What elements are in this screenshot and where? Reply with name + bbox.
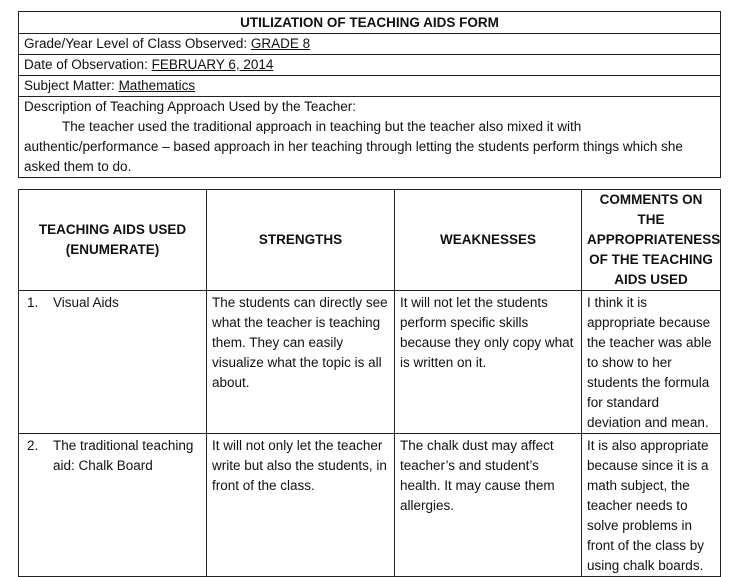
table-header-row: [19, 190, 721, 291]
aid-name: The traditional teaching aid: Chalk Board: [53, 438, 194, 473]
subject-row: [19, 76, 721, 97]
header-teaching-aids: TEACHING AIDS USED (ENUMERATE): [19, 190, 207, 291]
aid-name: Visual Aids: [53, 295, 119, 310]
header-comments: COMMENTS ON THE APPROPRIATENESS OF THE TEACHING AIDS USED: [582, 190, 721, 291]
date-value: FEBRUARY 6, 2014: [151, 57, 274, 72]
description-row: [19, 97, 721, 178]
date-label: Date of Observation:: [24, 57, 148, 72]
weakness-cell: The chalk dust may affect teacher’s and student’s health. It may cause them allergies.: [395, 434, 582, 577]
teaching-aids-table: [18, 189, 721, 577]
description-label: Description of Teaching Approach Used by the Teacher:: [24, 99, 356, 114]
grade-row: [19, 34, 721, 55]
weakness-cell: It will not let the students perform specific skills because they only copy what is written on it.: [395, 291, 582, 434]
description-text: The teacher used the traditional approach in teaching but the teacher also mixed it with authentic/performance – based approach in her teaching through letting the students perform things which she asked them to do.: [24, 119, 683, 174]
header-strengths: STRENGTHS: [207, 190, 395, 291]
grade-value: GRADE 8: [250, 36, 311, 51]
subject-value: Mathematics: [118, 78, 196, 93]
strength-cell: It will not only let the teacher write but also the students, in front of the class.: [207, 434, 395, 577]
comment-cell: It is also appropriate because since it is a math subject, the teacher needs to solve problems in front of the class by using chalk boards.: [582, 434, 721, 577]
form-info-table: [18, 11, 721, 178]
header-weaknesses: WEAKNESSES: [395, 190, 582, 291]
table-row: [19, 434, 721, 577]
table-row: [19, 291, 721, 434]
comment-cell: I think it is appropriate because the teacher was able to show to her students the formula for standard deviation and mean.: [582, 291, 721, 434]
strength-cell: The students can directly see what the teacher is teaching them. They can easily visualize what the topic is all about.: [207, 291, 395, 434]
aid-number: 1.: [27, 295, 39, 310]
aid-number: 2.: [27, 438, 39, 453]
date-row: [19, 55, 721, 76]
aid-cell: [19, 291, 207, 434]
form-title: UTILIZATION OF TEACHING AIDS FORM: [19, 12, 721, 34]
grade-label: Grade/Year Level of Class Observed:: [24, 36, 248, 51]
aid-cell: [19, 434, 207, 577]
subject-label: Subject Matter:: [24, 78, 115, 93]
